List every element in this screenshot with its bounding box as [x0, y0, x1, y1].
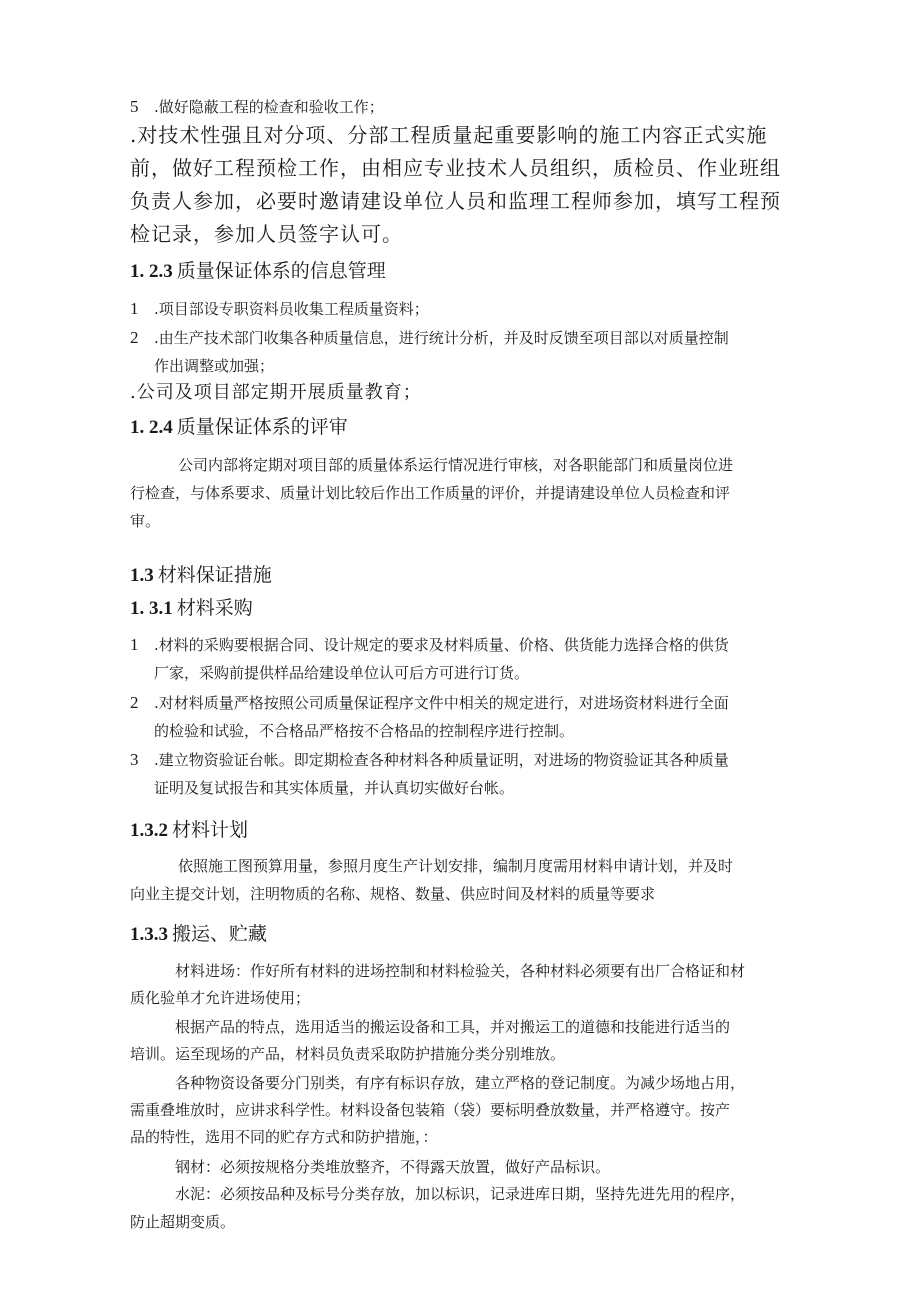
section-number: 1. 2.4	[130, 417, 173, 438]
section-number: 1.3	[130, 565, 154, 586]
section-title: 质量保证体系的信息管理	[176, 260, 386, 282]
section-heading	[130, 414, 348, 441]
paragraph-line: 需重叠堆放时，应讲求科学性。材料设备包装箱（袋）要标明叠放数量，并严格遵守。按产	[130, 1101, 731, 1119]
item-number: 2	[130, 328, 139, 347]
item-text: .做好隐蔽工程的检查和验收工作；	[154, 98, 384, 116]
section-number: 1. 2.3	[130, 261, 173, 282]
paragraph-line: 负责人参加，必要时邀请建设单位人员和监理工程师参加，填写工程预	[130, 189, 781, 213]
section-heading	[130, 562, 272, 589]
paragraph-line: 培训。运至现场的产品，材料员负责采取防护措施分类分别堆放。	[130, 1045, 566, 1063]
section-number: 1. 3.1	[130, 598, 173, 619]
paragraph-line: 前，做好工程预检工作，由相应专业技术人员组织，质检员、作业班组	[130, 156, 781, 180]
paragraph-line: 质化验单才允许进场使用；	[130, 989, 311, 1007]
section-number: 1.3.2	[130, 820, 168, 841]
list-item	[130, 96, 384, 118]
paragraph-line: 水泥：必须按品种及标号分类存放，加以标识，记录进库日期，坚持先进先用的程序，	[175, 1185, 746, 1203]
paragraph-line: 检记录，参加人员签字认可。	[130, 222, 403, 246]
list-item	[130, 327, 729, 349]
section-title: 材料保证措施	[157, 564, 272, 586]
section-heading	[130, 921, 267, 948]
item-number: 1	[130, 299, 139, 318]
list-item	[130, 692, 729, 714]
paragraph-line: 防止超期变质。	[130, 1213, 236, 1231]
list-item	[130, 634, 729, 656]
item-text: .由生产技术部门收集各种质量信息，进行统计分析，并及时反馈至项目部以对质量控制	[154, 329, 729, 347]
paragraph-line: 行检查，与体系要求、质量计划比较后作出工作质量的评价，并提请建设单位人员检查和评	[130, 484, 731, 502]
item-continuation: 厂家，采购前提供样品给建设单位认可后方可进行订货。	[154, 664, 530, 682]
item-text: .项目部设专职资料员收集工程质量资料；	[154, 300, 429, 318]
item-continuation: 作出调整或加强；	[154, 357, 275, 375]
item-number: 1	[130, 635, 139, 654]
paragraph-line: 公司内部将定期对项目部的质量体系运行情况进行审核，对各职能部门和质量岗位进	[178, 456, 734, 474]
item-continuation: 证明及复试报告和其实体质量，并认真切实做好台帐。	[154, 779, 515, 797]
item-number: 3	[130, 750, 139, 769]
paragraph-line: 依照施工图预算用量，参照月度生产计划安排，编制月度需用材料申请计划，并及时	[178, 857, 734, 875]
paragraph-line: 材料进场：作好所有材料的进场控制和材料检验关，各种材料必须要有出厂合格证和材	[175, 962, 746, 980]
item-number: 5	[130, 97, 139, 116]
paragraph-line: .对技术性强且对分项、分部工程质量起重要影响的施工内容正式实施	[130, 123, 768, 147]
section-heading	[130, 817, 248, 844]
section-title: 搬运、贮藏	[172, 923, 268, 945]
section-title: 材料计划	[172, 819, 249, 841]
list-item	[130, 298, 429, 320]
section-number: 1.3.3	[130, 924, 168, 945]
section-title: 材料采购	[176, 597, 253, 619]
paragraph-line: 品的特性，选用不同的贮存方式和防护措施，：	[130, 1128, 438, 1146]
paragraph-line: 钢材：必须按规格分类堆放整齐，不得露天放置，做好产品标识。	[175, 1158, 611, 1176]
item-text: .建立物资验证台帐。即定期检查各种材料各种质量证明，对进场的物资验证其各种质量	[154, 751, 729, 769]
paragraph-line: 各种物资设备要分门别类，有序有标识存放，建立严格的登记制度。为减少场地占用，	[175, 1074, 746, 1092]
paragraph-line: 向业主提交计划，注明物质的名称、规格、数量、供应时间及材料的质量等要求	[130, 885, 656, 903]
paragraph-line: 审。	[130, 512, 161, 530]
section-heading	[130, 258, 386, 285]
section-heading	[130, 595, 253, 622]
paragraph-line: 根据产品的特点，选用适当的搬运设备和工具，并对搬运工的道德和技能进行适当的	[175, 1018, 731, 1036]
list-item	[130, 749, 729, 771]
section-title: 质量保证体系的评审	[176, 416, 348, 438]
item-number: 2	[130, 693, 139, 712]
list-item: .公司及项目部定期开展质量教育；	[130, 382, 422, 403]
item-text: .对材料质量严格按照公司质量保证程序文件中相关的规定进行，对进场资材料进行全面	[154, 694, 729, 712]
item-text: .材料的采购要根据合同、设计规定的要求及材料质量、价格、供货能力选择合格的供货	[154, 636, 729, 654]
item-continuation: 的检验和试验，不合格品严格按不合格品的控制程序进行控制。	[154, 722, 575, 740]
